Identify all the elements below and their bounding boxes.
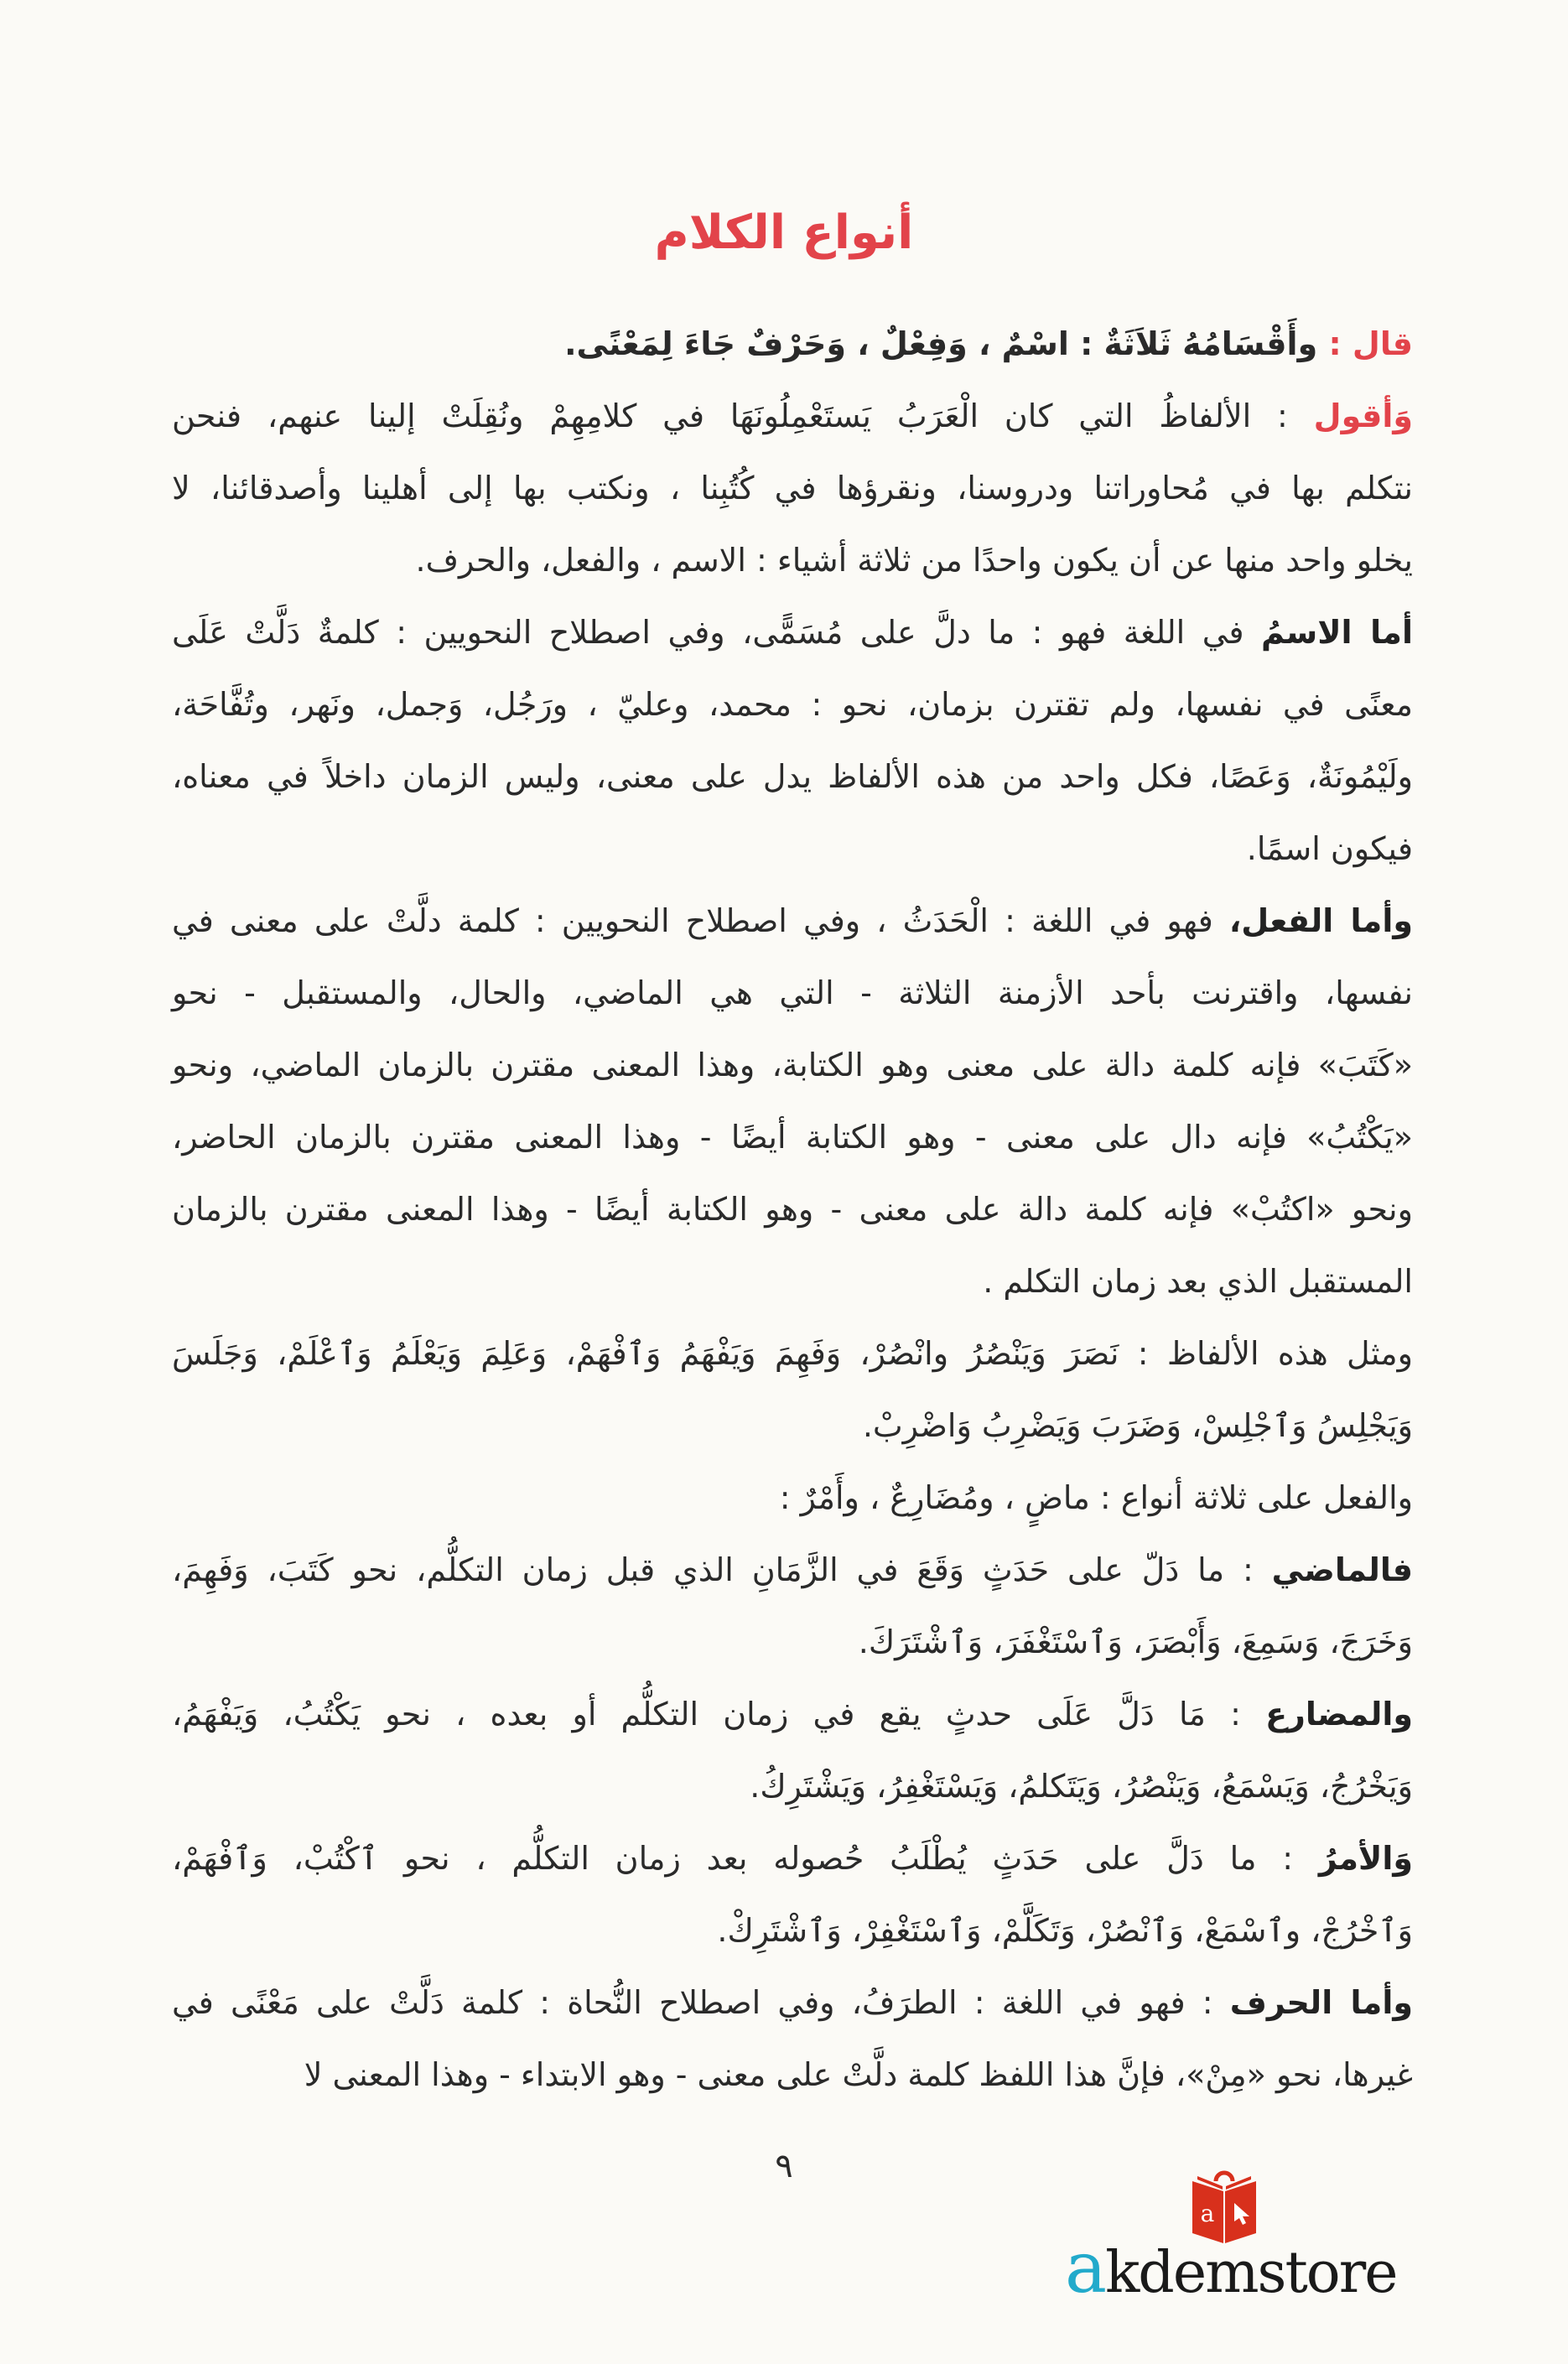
- line-text: : ما دَلّ على حَدَثٍ وَقَعَ في الزَّمَانِ الذي قبل زمان التكلُّم، نحو كَتَبَ، وَفَهِمَ،: [172, 1551, 1272, 1588]
- paragraph-lead: قال :: [1328, 325, 1413, 362]
- line-text: : الألفاظُ التي كان الْعَرَبُ يَستَعْمِلُونَهَا في كلامِهِمْ ونُقِلَتْ إلينا عنهم، فنحن: [172, 397, 1314, 434]
- text-line: [172, 1822, 1413, 1894]
- paragraph: [172, 1967, 1413, 2111]
- paragraph-lead: فالماضي: [1271, 1551, 1413, 1588]
- paragraph: [172, 1678, 1413, 1822]
- line-text: نتكلم بها في مُحاوراتنا ودروسنا، ونقرؤها في كُتُبِنا ، ونكتب بها إلى أهلينا وأصدقائنا، لا: [172, 470, 1413, 507]
- line-text: وَخَرَجَ، وَسَمِعَ، وَأَبْصَرَ، وَٱسْتَغْفَرَ، وَٱشْتَرَكَ.: [858, 1624, 1413, 1660]
- text-line: [172, 308, 1413, 380]
- text-line: [172, 1101, 1413, 1173]
- paragraph-lead: وأما الحرف: [1229, 1984, 1413, 2021]
- page-number: ٩: [775, 2147, 793, 2185]
- paragraph-lead: وَأقول: [1313, 397, 1413, 434]
- text-line: [172, 1462, 1413, 1534]
- line-text: ولَيْمُونَةٌ، وَعَصًا، فكل واحد من هذه الألفاظ يدل على معنى، وليس الزمان داخلاً في معناه،: [172, 758, 1413, 795]
- line-text: ونحو «اكتُبْ» فإنه كلمة دالة على معنى - وهو الكتابة أيضًا - وهذا المعنى مقترن بالزمان: [172, 1191, 1413, 1228]
- line-text: والفعل على ثلاثة أنواع : ماضٍ ، ومُضَارِعٌ ، وأَمْرٌ :: [779, 1479, 1413, 1516]
- paragraph: [172, 1317, 1413, 1462]
- text-line: [172, 1173, 1413, 1245]
- paragraph-lead: والمضارع: [1265, 1696, 1413, 1733]
- line-text: ومثل هذه الألفاظ : نَصَرَ وَيَنْصُرُ وانْصُرْ، وَفَهِمَ وَيَفْهَمُ وَٱفْهَمْ، وَعَلِمَ وَيَعْلَمُ وَٱعْلَمْ، وَجَلَسَ: [172, 1335, 1413, 1372]
- line-text: وَيَجْلِسُ وَٱجْلِسْ، وَضَرَبَ وَيَضْرِبُ وَاضْرِبْ.: [862, 1407, 1413, 1444]
- text-line: [172, 380, 1413, 452]
- text-line: [172, 1534, 1413, 1606]
- line-text: : ما دَلَّ على حَدَثٍ يُطْلَبُ حُصوله بعد زمان التكلُّم ، نحو ٱكْتُبْ، وَٱفْهَمْ،: [172, 1840, 1319, 1877]
- paragraph: [172, 596, 1413, 885]
- line-text: وَٱخْرُجْ، وٱسْمَعْ، وَٱنْصُرْ، وَتَكَلَّمْ، وَٱسْتَغْفِرْ، وَٱشْتَرِكْ.: [717, 1912, 1413, 1949]
- line-text: «كَتَبَ» فإنه كلمة دالة على معنى وهو الكتابة، وهذا المعنى مقترن بالزمان الماضي، ونحو: [172, 1047, 1413, 1083]
- line-text: وَيَخْرُجُ، وَيَسْمَعُ، وَيَنْصُرُ، وَيَتَكلمُ، وَيَسْتَغْفِرُ، وَيَشْتَرِكُ.: [750, 1768, 1413, 1805]
- text-line: [172, 452, 1413, 524]
- paragraph: [172, 885, 1413, 1317]
- text-line: [172, 2039, 1413, 2111]
- logo-icon-letter: a: [1200, 2200, 1215, 2227]
- text-line: [172, 1678, 1413, 1750]
- text-line: [172, 957, 1413, 1029]
- paragraph: [172, 1462, 1413, 1534]
- paragraph-lead: وأما الفعل،: [1228, 902, 1413, 939]
- line-text: يخلو واحد منها عن أن يكون واحدًا من ثلاثة أشياء : الاسم ، والفعل، والحرف.: [415, 542, 1413, 579]
- line-text: نفسها، واقترنت بأحد الأزمنة الثلاثة - التي هي الماضي، والحال، والمستقبل - نحو: [172, 974, 1413, 1011]
- line-text: فهو في اللغة : الْحَدَثُ ، وفي اصطلاح النحويين : كلمة دلَّتْ على معنى في: [172, 902, 1229, 939]
- text-line: [172, 1317, 1413, 1390]
- line-text: المستقبل الذي بعد زمان التكلم .: [983, 1263, 1413, 1300]
- text-line: [172, 596, 1413, 668]
- paragraph: [172, 380, 1413, 596]
- paragraph: [172, 308, 1413, 380]
- paragraph-lead: وَالأمرُ: [1318, 1840, 1413, 1877]
- text-line: [172, 1967, 1413, 2039]
- text-line: [172, 1606, 1413, 1678]
- logo-wordmark: akdemstore: [1065, 2226, 1397, 2309]
- line-text: غيرها، نحو «مِنْ»، فإنَّ هذا اللفظ كلمة دلَّتْ على معنى - وهو الابتداء - وهذا المعنى لا: [304, 2056, 1413, 2093]
- text-line: [172, 1750, 1413, 1822]
- paragraph: [172, 1822, 1413, 1967]
- line-text: : فهو في اللغة : الطرَفُ، وفي اصطلاح النُّحاة : كلمة دَلَّتْ على مَعْنًى في: [172, 1984, 1230, 2021]
- text-line: [172, 813, 1413, 885]
- text-line: [172, 1245, 1413, 1317]
- akdemstore-logo: [1065, 2168, 1400, 2309]
- text-line: [172, 1029, 1413, 1101]
- text-line: [172, 524, 1413, 596]
- text-line: [172, 1894, 1413, 1967]
- document-body: [172, 308, 1413, 2111]
- text-line: [172, 885, 1413, 957]
- line-text: «يَكْتُبُ» فإنه دال على معنى - وهو الكتابة أيضًا - وهذا المعنى مقترن بالزمان الحاضر،: [172, 1119, 1413, 1156]
- line-text: معنًى في نفسها، ولم تقترن بزمان، نحو : محمد، وعليّ ، ورَجُل، وَجمل، ونَهر، وتُفَّاحَة،: [172, 686, 1413, 723]
- paragraph: [172, 1534, 1413, 1678]
- line-text: وأَقْسَامُهُ ثَلاَثَةٌ : اسْمٌ ، وَفِعْلٌ ، وَحَرْفٌ جَاءَ لِمَعْنًى.: [564, 325, 1329, 362]
- page-title: أنواع الكلام: [654, 205, 914, 260]
- text-line: [172, 668, 1413, 740]
- text-line: [172, 1390, 1413, 1462]
- paragraph-lead: أما الاسمُ: [1261, 614, 1413, 651]
- line-text: في اللغة فهو : ما دلَّ على مُسَمًّى، وفي اصطلاح النحويين : كلمةٌ دَلَّتْ عَلَى: [172, 614, 1262, 651]
- line-text: فيكون اسمًا.: [1246, 830, 1413, 867]
- line-text: : مَا دَلَّ عَلَى حدثٍ يقع في زمان التكلُّم أو بعده ، نحو يَكْتُبُ، وَيَفْهَمُ،: [172, 1696, 1266, 1733]
- text-line: [172, 740, 1413, 813]
